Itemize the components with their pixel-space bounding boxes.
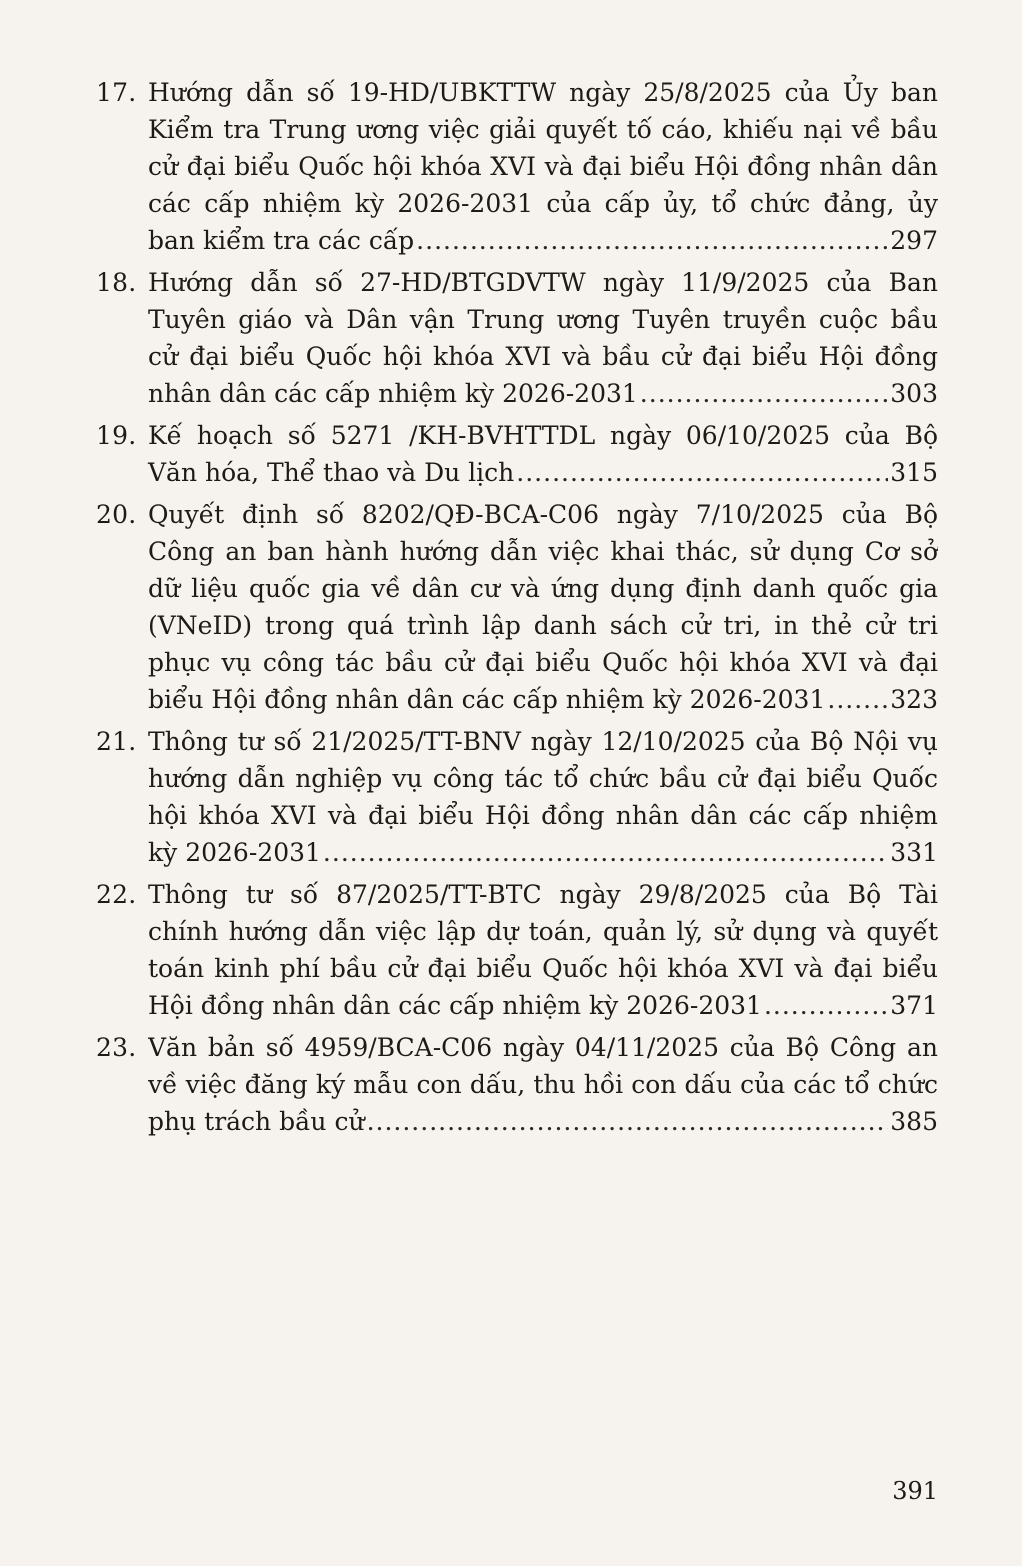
toc-entry bbox=[96, 876, 938, 1024]
page-number: 315 bbox=[890, 458, 938, 487]
page-number: 371 bbox=[890, 991, 938, 1020]
dot-leader bbox=[764, 987, 888, 1024]
dot-leader bbox=[640, 375, 888, 412]
dot-leader bbox=[323, 834, 888, 871]
entry-line: Văn hóa, Thể thao và Du lịch bbox=[148, 458, 515, 487]
dot-leader bbox=[367, 1103, 889, 1140]
entry-number: 21. bbox=[96, 727, 137, 756]
page-number: 323 bbox=[890, 685, 938, 714]
toc-entry bbox=[96, 417, 938, 491]
entry-line: Quyết định số 8202/QĐ-BCA-C06 ngày 7/10/2025 của Bộ bbox=[148, 500, 938, 529]
entry-line: Thông tư số 21/2025/TT-BNV ngày 12/10/2025 của Bộ Nội vụ bbox=[148, 727, 938, 756]
entry-number: 19. bbox=[96, 421, 137, 450]
page-folio: 391 bbox=[892, 1477, 938, 1505]
entry-line: (VNeID) trong quá trình lập danh sách cử tri, in thẻ cử tri bbox=[148, 611, 938, 640]
entry-title bbox=[148, 1029, 938, 1140]
toc-entry bbox=[96, 1029, 938, 1140]
entry-number: 22. bbox=[96, 880, 137, 909]
entry-line: nhân dân các cấp nhiệm kỳ 2026-2031 bbox=[148, 379, 638, 408]
page-number: 331 bbox=[890, 838, 938, 867]
dot-leader bbox=[827, 681, 888, 718]
entry-line: cử đại biểu Quốc hội khóa XVI và bầu cử đại biểu Hội đồng bbox=[148, 342, 938, 371]
entry-line: hội khóa XVI và đại biểu Hội đồng nhân dân các cấp nhiệm bbox=[148, 801, 938, 830]
entry-line: biểu Hội đồng nhân dân các cấp nhiệm kỳ 2026-2031 bbox=[148, 685, 826, 714]
toc-entry bbox=[96, 496, 938, 718]
entry-line: phục vụ công tác bầu cử đại biểu Quốc hội khóa XVI và đại bbox=[148, 648, 938, 677]
entry-line: Kiểm tra Trung ương việc giải quyết tố cáo, khiếu nại về bầu bbox=[148, 115, 938, 144]
entry-line: cử đại biểu Quốc hội khóa XVI và đại biểu Hội đồng nhân dân bbox=[148, 152, 938, 181]
entry-line: Tuyên giáo và Dân vận Trung ương Tuyên truyền cuộc bầu bbox=[148, 305, 938, 334]
entry-line: ban kiểm tra các cấp bbox=[148, 226, 415, 255]
entry-number: 18. bbox=[96, 268, 137, 297]
entry-title bbox=[148, 876, 938, 1024]
entry-line: dữ liệu quốc gia về dân cư và ứng dụng định danh quốc gia bbox=[148, 574, 938, 603]
entry-number: 20. bbox=[96, 500, 137, 529]
entry-last-line bbox=[148, 681, 938, 718]
entry-line: Hội đồng nhân dân các cấp nhiệm kỳ 2026-2031 bbox=[148, 991, 762, 1020]
page-number: 385 bbox=[890, 1107, 938, 1136]
entry-title bbox=[148, 74, 938, 259]
entry-title bbox=[148, 264, 938, 412]
entry-title bbox=[148, 723, 938, 871]
entry-line: Hướng dẫn số 19-HD/UBKTTW ngày 25/8/2025 của Ủy ban bbox=[148, 78, 938, 107]
toc-entry bbox=[96, 74, 938, 259]
entry-line: Thông tư số 87/2025/TT-BTC ngày 29/8/2025 của Bộ Tài bbox=[148, 880, 938, 909]
entry-title bbox=[148, 417, 938, 491]
entry-last-line bbox=[148, 454, 938, 491]
entry-last-line bbox=[148, 987, 938, 1024]
page-number: 303 bbox=[890, 379, 938, 408]
entry-line: toán kinh phí bầu cử đại biểu Quốc hội khóa XVI và đại biểu bbox=[148, 954, 938, 983]
entry-line: Kế hoạch số 5271 /KH-BVHTTDL ngày 06/10/2025 của Bộ bbox=[148, 421, 938, 450]
entry-last-line bbox=[148, 375, 938, 412]
dot-leader bbox=[416, 222, 888, 259]
entry-line: các cấp nhiệm kỳ 2026-2031 của cấp ủy, tổ chức đảng, ủy bbox=[148, 189, 938, 218]
toc-entry bbox=[96, 264, 938, 412]
entry-last-line bbox=[148, 222, 938, 259]
dot-leader bbox=[516, 454, 888, 491]
toc-entry bbox=[96, 723, 938, 871]
entry-line: kỳ 2026-2031 bbox=[148, 838, 321, 867]
entry-line: phụ trách bầu cử bbox=[148, 1107, 365, 1136]
entry-last-line bbox=[148, 1103, 938, 1140]
entry-number: 23. bbox=[96, 1033, 137, 1062]
entry-line: hướng dẫn nghiệp vụ công tác tổ chức bầu cử đại biểu Quốc bbox=[148, 764, 938, 793]
entry-title bbox=[148, 496, 938, 718]
entry-line: Hướng dẫn số 27-HD/BTGDVTW ngày 11/9/2025 của Ban bbox=[148, 268, 938, 297]
entry-line: Công an ban hành hướng dẫn việc khai thác, sử dụng Cơ sở bbox=[148, 537, 938, 566]
page-number: 297 bbox=[890, 226, 938, 255]
entry-number: 17. bbox=[96, 78, 137, 107]
entry-line: Văn bản số 4959/BCA-C06 ngày 04/11/2025 của Bộ Công an bbox=[148, 1033, 938, 1062]
table-of-contents bbox=[96, 74, 938, 1145]
entry-line: về việc đăng ký mẫu con dấu, thu hồi con dấu của các tổ chức bbox=[148, 1070, 938, 1099]
entry-line: chính hướng dẫn việc lập dự toán, quản lý, sử dụng và quyết bbox=[148, 917, 938, 946]
entry-last-line bbox=[148, 834, 938, 871]
